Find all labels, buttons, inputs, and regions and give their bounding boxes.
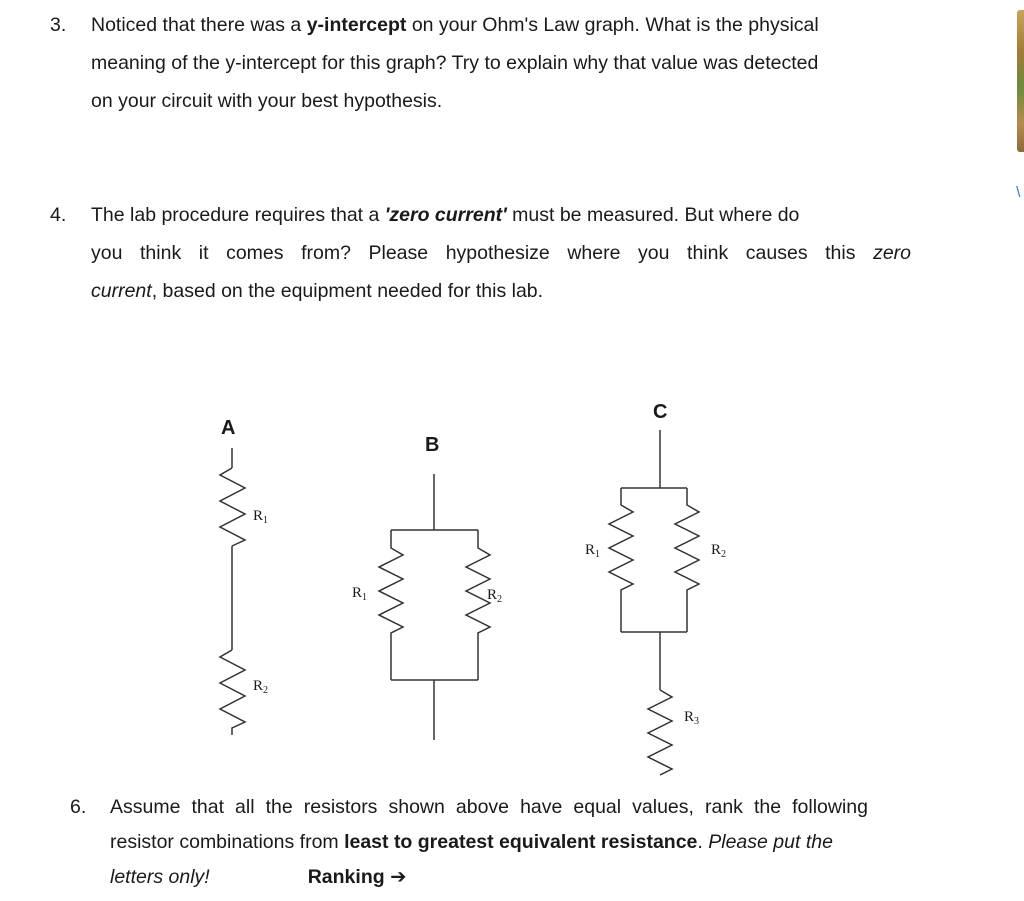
bold-italic-term: 'zero current': [384, 204, 507, 226]
question-line: Assume that all the resistors shown above have equal values, rank the following: [110, 796, 868, 818]
circuit-c: [585, 401, 726, 775]
cropped-thumbnail: [1017, 10, 1024, 152]
text-run: must be measured. But where do: [506, 204, 800, 226]
circuit-c-label-r1: $R_1$: [585, 542, 601, 560]
question-line: [110, 825, 868, 860]
chevron-icon: \: [1016, 186, 1021, 200]
circuit-c-label-r3: $R_3$: [684, 709, 700, 727]
italic-term: letters only!: [110, 866, 210, 888]
circuit-a: [220, 417, 268, 735]
circuit-a-resistor-r2: [220, 650, 245, 735]
text-run: resistor combinations from: [110, 831, 345, 853]
arrow-right-icon: ➔: [390, 866, 407, 888]
question-line: [91, 196, 911, 234]
ranking-label: Ranking: [307, 866, 385, 888]
question-line: on your circuit with your best hypothesis.: [91, 90, 443, 112]
bold-term: least to greatest equivalent resistance: [344, 831, 698, 853]
text-run: you think it comes from? Please hypothesize where you think causes this: [91, 242, 874, 264]
circuit-c-right-branch: [675, 488, 699, 632]
question-line: [91, 6, 911, 44]
question-text: [110, 790, 868, 895]
circuit-b-label-r1: $R_1$: [352, 585, 368, 603]
italic-term: current: [91, 280, 152, 302]
question-line: [91, 234, 911, 272]
question-line: [91, 272, 911, 310]
circuit-a-letter: A: [221, 417, 236, 439]
circuit-c-label-r2: $R_2$: [711, 542, 727, 560]
question-number: 4.: [50, 204, 67, 226]
text-run: , based on the equipment needed for this lab.: [151, 280, 544, 302]
circuit-c-wire-top: [621, 430, 687, 488]
circuit-b-letter: B: [425, 434, 440, 456]
circuit-a-resistor-r1: [220, 468, 245, 546]
circuit-b-left-branch: [379, 530, 403, 680]
circuit-b-label-r2: $R_2$: [487, 587, 503, 605]
circuit-a-label-r1: $R_1$: [253, 508, 269, 526]
italic-term: zero: [873, 242, 911, 264]
circuit-b-right-branch: [466, 530, 490, 680]
circuit-a-label-r2: $R_2$: [253, 678, 269, 696]
circuit-b-wire-bottom: [391, 680, 478, 740]
circuit-c-left-branch: [609, 488, 633, 632]
text-run: Noticed that there was a: [91, 14, 307, 36]
circuit-b-wire-top: [391, 474, 478, 530]
question-text: [91, 6, 911, 120]
circuit-c-resistor-r3: [648, 690, 672, 775]
circuit-c-letter: C: [653, 401, 668, 423]
circuit-b: [352, 434, 502, 740]
question-text: [91, 196, 911, 310]
circuit-c-wire-mid: [621, 632, 687, 690]
text-run: on your Ohm's Law graph. What is the physical: [406, 14, 819, 36]
text-run: The lab procedure requires that a: [91, 204, 385, 226]
question-number: 3.: [50, 14, 67, 36]
question-number: 6.: [70, 796, 87, 818]
question-line: meaning of the y-intercept for this graph? Try to explain why that value was detected: [91, 52, 819, 74]
text-run: .: [697, 831, 709, 853]
bold-term: y-intercept: [306, 14, 407, 36]
question-line: [110, 860, 868, 895]
italic-term: Please put the: [708, 831, 833, 853]
